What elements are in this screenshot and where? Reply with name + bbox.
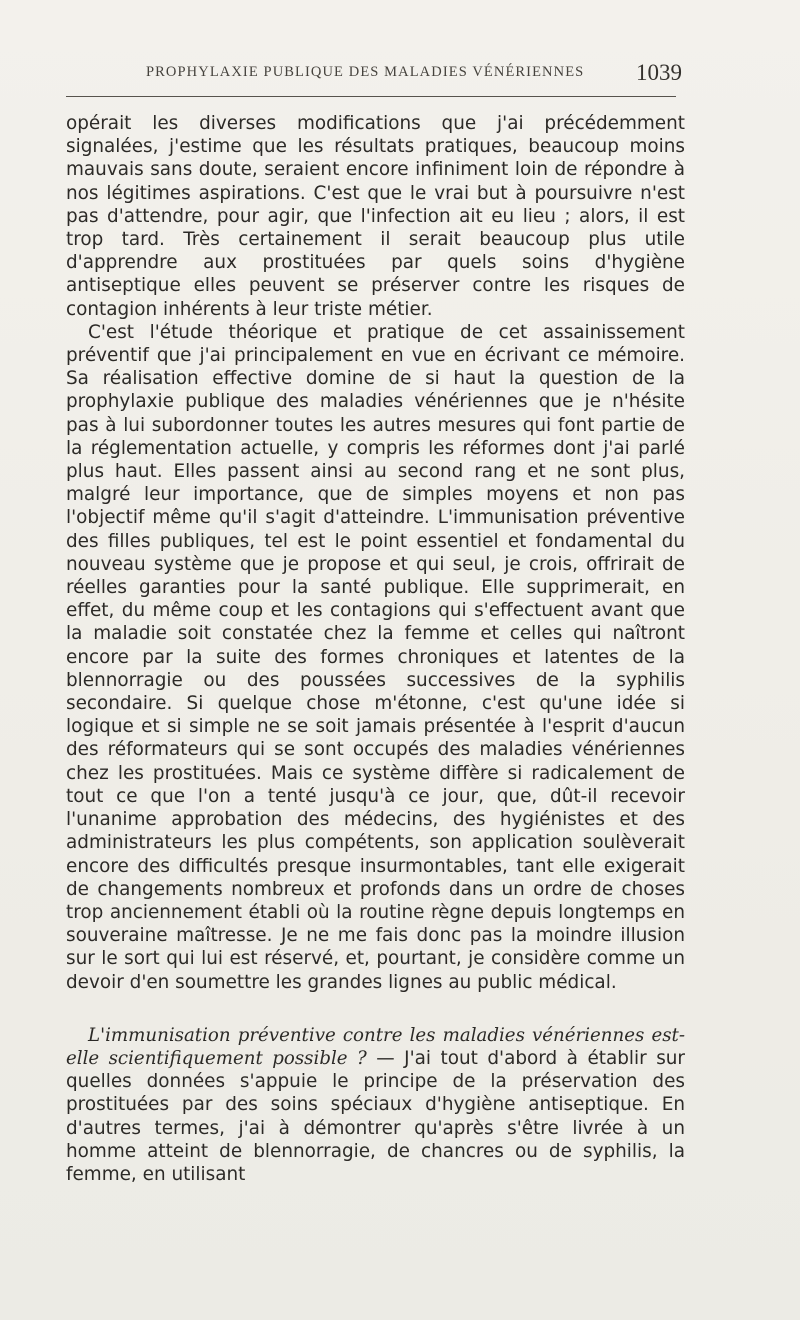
header-rule bbox=[66, 96, 676, 97]
section-gap bbox=[66, 994, 685, 1024]
paragraph-3 bbox=[66, 1024, 685, 1186]
paragraph-2: C'est l'étude théorique et pratique de cet assainissement préventif que j'ai principalement en vue en écrivant ce mémoire. Sa réalisation effective domine de si haut la question de la prophylaxie publique des maladies vénériennes que je n'hésite pas à lui subordonner toutes les autres mesures qui font partie de la réglementation actuelle, y compris les réformes dont j'ai parlé plus haut. Elles passent ainsi au second rang et ne sont plus, malgré leur importance, que de simples moyens et non pas l'objectif même qu'il s'agit d'atteindre. L'immunisation préventive des filles publiques, tel est le point essentiel et fondamental du nouveau système que je propose et qui seul, je crois, offrirait de réelles garanties pour la santé publique. Elle supprimerait, en effet, du même coup et les contagions qui s'effectuent avant que la maladie soit constatée chez la femme et celles qui naîtront encore par la suite des formes chroniques et latentes de la blennorragie ou des poussées successives de la syphilis secondaire. Si quelque chose m'étonne, c'est qu'une idée si logique et si simple ne se soit jamais présentée à l'esprit d'aucun des réformateurs qui se sont occupés des maladies vénériennes chez les prostituées. Mais ce système diffère si radicalement de tout ce que l'on a tenté jusqu'à ce jour, que, dût-il recevoir l'unanime approbation des médecins, des hygiénistes et des administrateurs les plus compétents, son application soulèverait encore des difficultés presque insurmontables, tant elle exigerait de changements nombreux et profonds dans un ordre de choses trop anciennement établi où la routine règne depuis longtemps en souveraine maîtresse. Je ne me fais donc pas la moindre illusion sur le sort qui lui est réservé, et, pourtant, je considère comme un devoir d'en soumettre les grandes lignes au public médical. bbox=[66, 321, 685, 993]
paragraph-3-italic-question: L'immunisation préventive contre les maladies vénériennes est-elle scientifiquement possible ? bbox=[66, 1024, 685, 1069]
paragraph-1: opérait les diverses modifications que j'ai précédemment signalées, j'estime que les résultats pratiques, beaucoup moins mauvais sans doute, seraient encore infiniment loin de répondre à nos légitimes aspirations. C'est que le vrai but à poursuivre n'est pas d'attendre, pour agir, que l'infection ait eu lieu ; alors, il est trop tard. Très certainement il serait beaucoup plus utile d'apprendre aux prostituées par quels soins d'hygiène antiseptique elles peuvent se préserver contre les risques de contagion inhérents à leur triste métier. bbox=[66, 113, 685, 320]
page-number: 1039 bbox=[636, 60, 682, 85]
running-title: PROPHYLAXIE PUBLIQUE DES MALADIES VÉNÉRIENNES bbox=[146, 64, 585, 80]
running-head bbox=[66, 60, 694, 90]
paragraph-3-text: — J'ai tout d'abord à établir sur quelles données s'appuie le principe de la préservation des prostituées par des soins spéciaux d'hygiène antiseptique. En d'autres termes, j'ai à démontrer qu'après s'être livrée à un homme atteint de blennorragie, de chancres ou de syphilis, la femme, en utilisant bbox=[66, 1047, 685, 1185]
body-text bbox=[66, 112, 685, 1186]
